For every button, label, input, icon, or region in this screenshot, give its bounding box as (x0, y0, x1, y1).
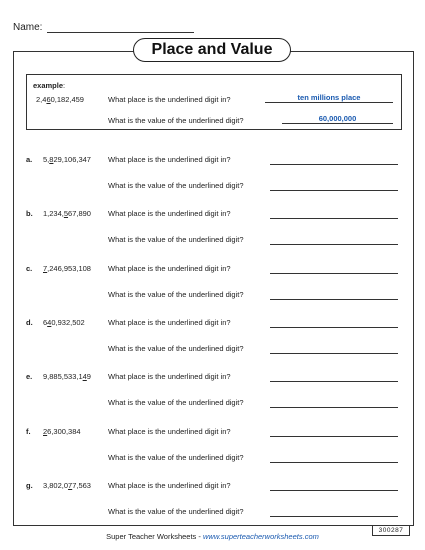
question-number: 5,829,106,347 (43, 155, 91, 164)
question-place: What place is the underlined digit in? (108, 318, 231, 327)
answer-line-value[interactable] (270, 353, 398, 354)
example-answer-place: ten millions place (297, 93, 361, 102)
question-number: 9,885,533,149 (43, 372, 91, 381)
question-letter: d. (26, 318, 33, 327)
question-value: What is the value of the underlined digit? (108, 290, 244, 299)
question-letter: b. (26, 209, 33, 218)
answer-line-place[interactable] (270, 381, 398, 382)
question-letter: c. (26, 264, 33, 273)
question-place: What place is the underlined digit in? (108, 427, 231, 436)
answer-line-value[interactable] (270, 516, 398, 517)
question-place: What place is the underlined digit in? (108, 155, 231, 164)
answer-line-value[interactable] (270, 190, 398, 191)
question-place: What place is the underlined digit in? (108, 209, 231, 218)
answer-line-place[interactable] (270, 164, 398, 165)
question-number: 1,234,567,890 (43, 209, 91, 218)
question-letter: f. (26, 427, 31, 436)
example-question-value: What is the value of the underlined digit? (108, 116, 244, 125)
answer-line-place[interactable] (270, 218, 398, 219)
question-place: What place is the underlined digit in? (108, 481, 231, 490)
answer-line-place[interactable] (270, 436, 398, 437)
name-line[interactable] (47, 32, 194, 33)
footer-url[interactable]: www.superteacherworksheets.com (202, 532, 319, 541)
question-value: What is the value of the underlined digit? (108, 507, 244, 516)
question-number: 640,932,502 (43, 318, 85, 327)
example-number: 2,460,182,459 (36, 95, 84, 104)
question-number: 3,802,077,563 (43, 481, 91, 490)
answer-line-value[interactable] (270, 244, 398, 245)
answer-line-place[interactable] (270, 273, 398, 274)
question-value: What is the value of the underlined digit? (108, 344, 244, 353)
example-question-place: What place is the underlined digit in? (108, 95, 231, 104)
question-value: What is the value of the underlined digit? (108, 453, 244, 462)
question-number: 7,246,953,108 (43, 264, 91, 273)
answer-line-value[interactable] (270, 407, 398, 408)
name-label: Name: (13, 22, 43, 33)
answer-line-value[interactable] (270, 299, 398, 300)
answer-line-value[interactable] (270, 462, 398, 463)
worksheet-code: 300287 (372, 525, 410, 536)
question-place: What place is the underlined digit in? (108, 264, 231, 273)
footer (0, 532, 425, 541)
question-value: What is the value of the underlined digit? (108, 235, 244, 244)
answer-line-place[interactable] (270, 327, 398, 328)
answer-line-place[interactable] (270, 490, 398, 491)
question-letter: e. (26, 372, 33, 381)
question-value: What is the value of the underlined digit? (108, 398, 244, 407)
question-value: What is the value of the underlined digit? (108, 181, 244, 190)
example-answer-line (265, 102, 393, 103)
question-number: 26,300,384 (43, 427, 81, 436)
border-bottom (13, 525, 414, 526)
question-letter: g. (26, 481, 33, 490)
border-right (413, 51, 414, 525)
example-answer-value: 60,000,000 (318, 114, 357, 123)
question-place: What place is the underlined digit in? (108, 372, 231, 381)
example-answer-line (282, 123, 393, 124)
page-title: Place and Value (133, 38, 291, 62)
border-left (13, 51, 14, 525)
question-letter: a. (26, 155, 33, 164)
example-label: example: (33, 81, 66, 90)
footer-brand: Super Teacher Worksheets - (106, 532, 203, 541)
